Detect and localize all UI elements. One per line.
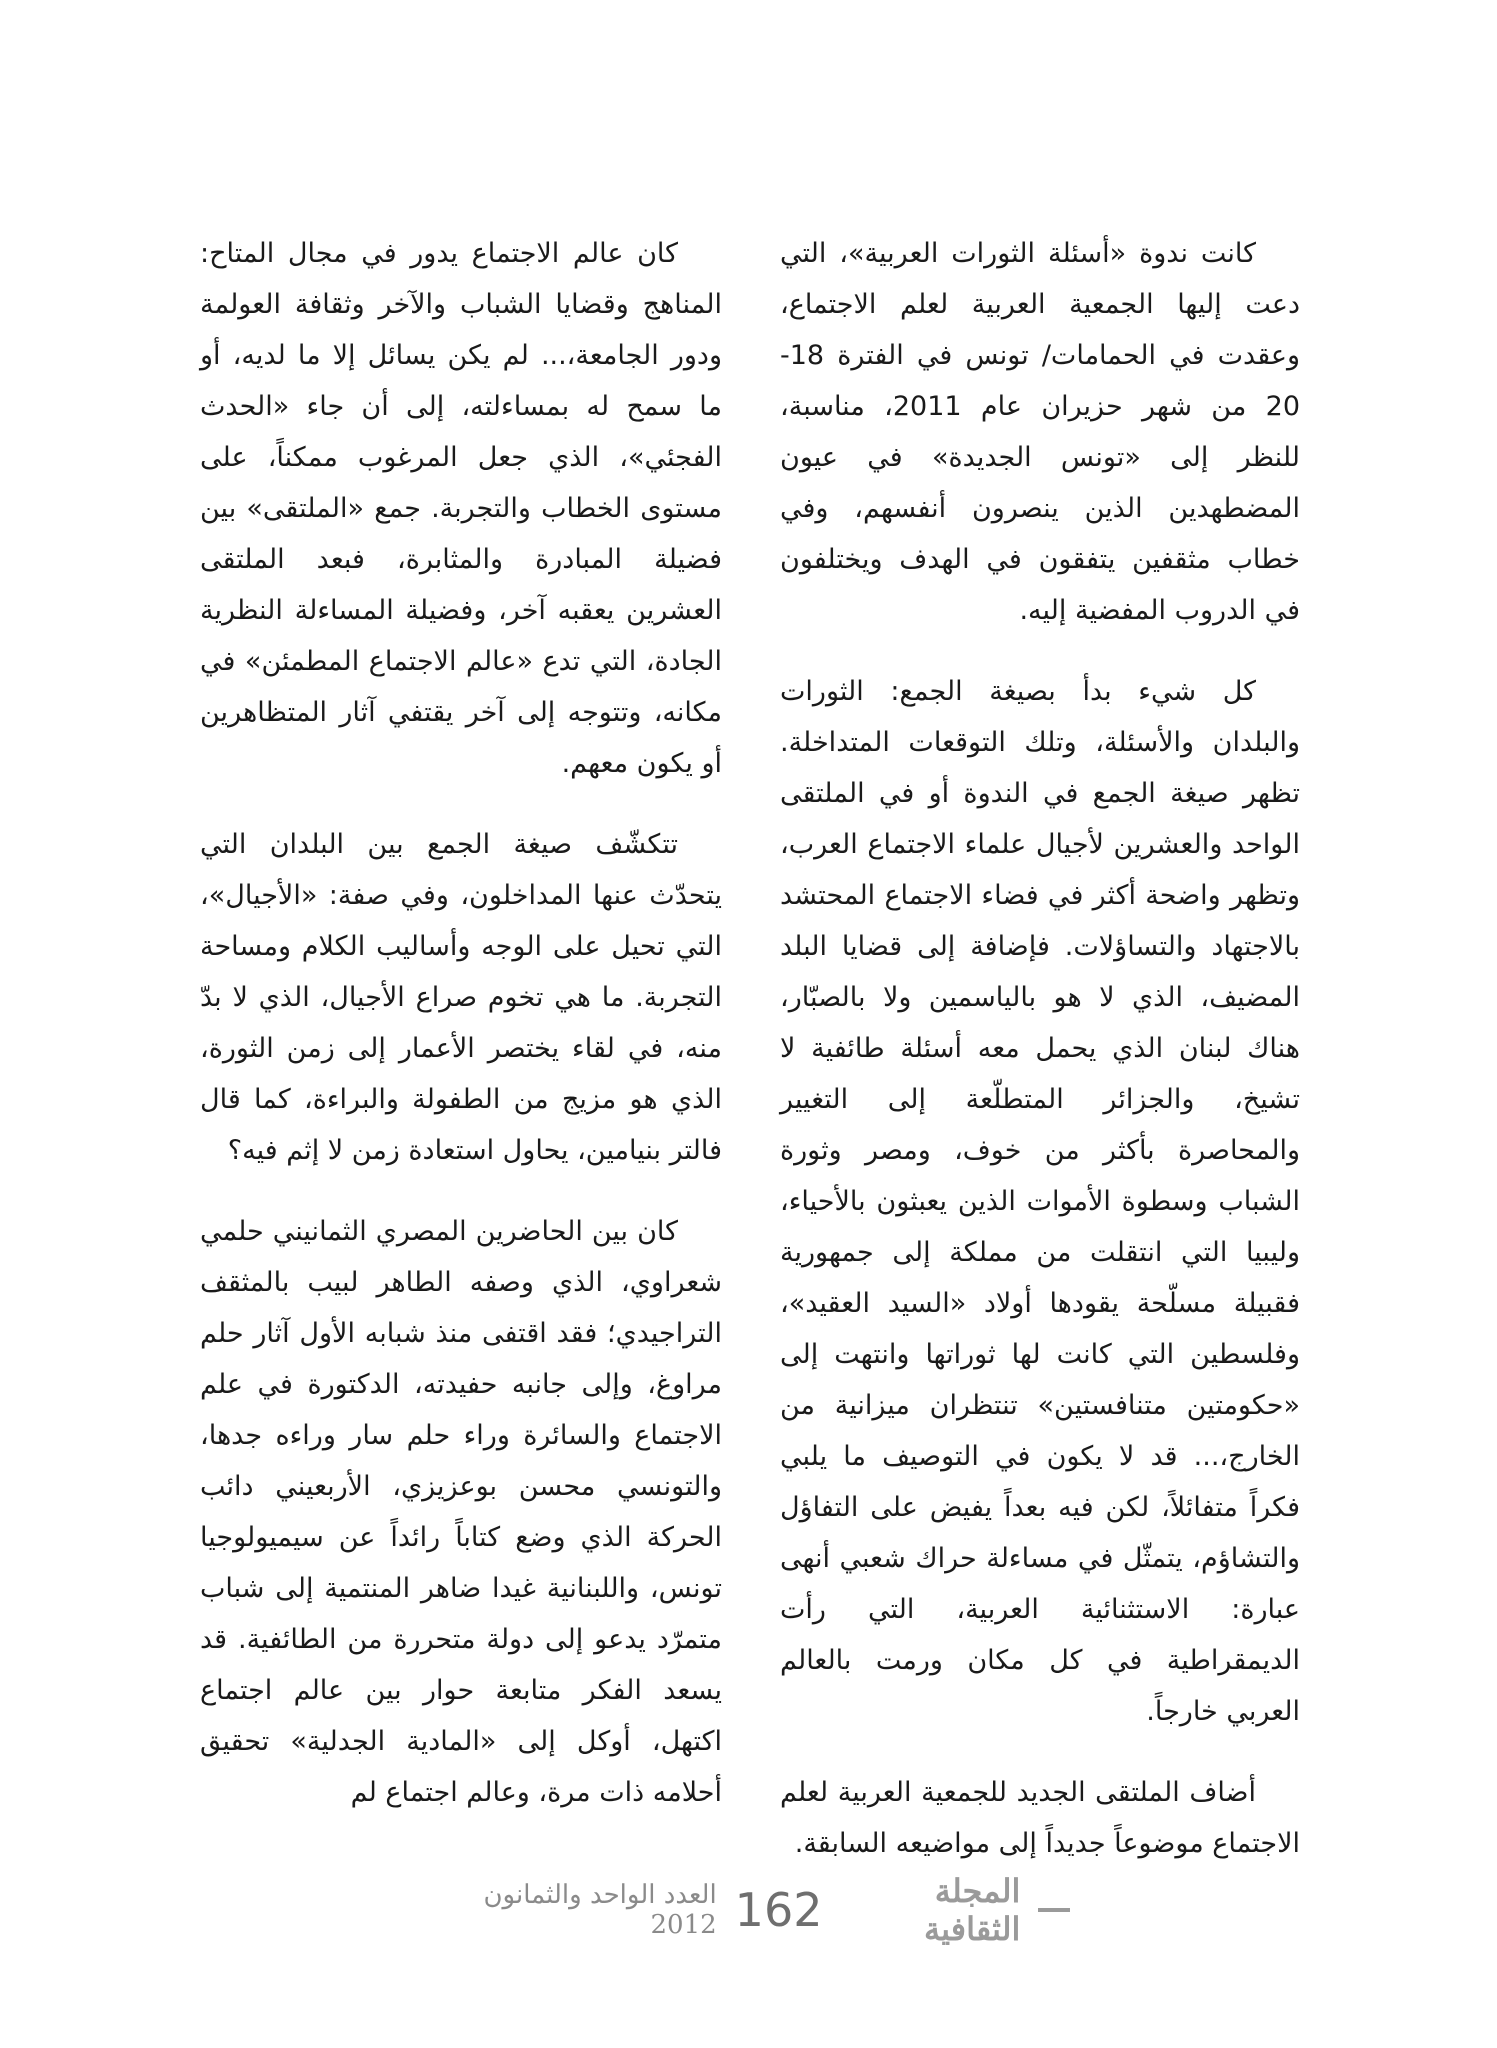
article-column-left [200,228,722,1848]
magazine-name: المجلة الثقافية [923,1872,1021,1948]
paragraph: كل شيء بدأ بصيغة الجمع: الثورات والبلدان والأسئلة، وتلك التوقعات المتداخلة. تظهر صيغة الجمع في الندوة أو في الملتقى الواحد والعشرين لأجيال علماء الاجتماع العرب، وتظهر واضحة أكثر في فضاء الاجتماع المحتشد بالاجتهاد والتساؤلات. فإضافة إلى قضايا البلد المضيف، الذي لا هو بالياسمين ولا بالصبّار، هناك لبنان الذي يحمل معه أسئلة طائفية لا تشيخ، والجزائر المتطلّعة إلى التغيير والمحاصرة بأكثر من خوف، ومصر وثورة الشباب وسطوة الأموات الذين يعبثون بالأحياء، وليبيا التي انتقلت من مملكة إلى جمهورية فقبيلة مسلّحة يقودها أولاد «السيد العقيد»، وفلسطين التي كانت لها ثوراتها وانتهت إلى «حكومتين متنافستين» تنتظران ميزانية من الخارج،... قد لا يكون في التوصيف ما يلبي فكراً متفائلاً، لكن فيه بعداً يفيض على التفاؤل والتشاؤم، يتمثّل في مساءلة حراك شعبي أنهى عبارة: الاستثنائية العربية، التي رأت الديمقراطية في كل مكان ورمت بالعالم العربي خارجاً. [780,676,1300,1727]
page-number: 162 [734,1883,823,1937]
paragraph: أضاف الملتقى الجديد للجمعية العربية لعلم الاجتماع موضوعاً جديداً إلى مواضيعه السابقة. [780,1777,1300,1859]
footer-divider-mark [1038,1908,1070,1912]
paragraph: كان بين الحاضرين المصري الثمانيني حلمي شعراوي، الذي وصفه الطاهر لبيب بالمثقف التراجيدي؛ فقد اقتفى منذ شبابه الأول آثار حلم مراوغ، وإلى جانبه حفيدته، الدكتورة في علم الاجتماع والسائرة وراء حلم سار وراءه جدها، والتونسي محسن بوعزيزي، الأربعيني دائب الحركة الذي وضع كتاباً رائداً عن سيميولوجيا تونس، واللبنانية غيدا ضاهر المنتمية إلى شباب متمرّد يدعو إلى دولة متحررة من الطائفية. قد يسعد الفكر متابعة حوار بين عالم اجتماع اكتهل، أوكل إلى «المادية الجدلية» تحقيق أحلامه ذات مرة، وعالم اجتماع لم [200,1216,722,1808]
paragraph: كانت ندوة «أسئلة الثورات العربية»، التي دعت إليها الجمعية العربية لعلم الاجتماع، وعقدت في الحمامات/ تونس في الفترة 18-20 من شهر حزيران عام 2011، مناسبة، للنظر إلى «تونس الجديدة» في عيون المضطهدين الذين ينصرون أنفسهم، وفي خطاب مثقفين يتفقون في الهدف ويختلفون في الدروب المفضية إليه. [780,238,1301,626]
page-footer [430,1872,1070,1948]
paragraph: كان عالم الاجتماع يدور في مجال المتاح: المناهج وقضايا الشباب والآخر وثقافة العولمة ودور الجامعة،... لم يكن يسائل إلا ما لديه، أو ما سمح له بمساءلته، إلى أن جاء «الحدث الفجئي»، الذي جعل المرغوب ممكناً، على مستوى الخطاب والتجربة. جمع «الملتقى» بين فضيلة المبادرة والمثابرة، فبعد الملتقى العشرين يعقبه آخر، وفضيلة المساءلة النظرية الجادة، التي تدع «عالم الاجتماع المطمئن» في مكانه، وتتوجه إلى آخر يقتفي آثار المتظاهرين أو يكون معهم. [200,238,722,779]
issue-label: العدد الواحد والثمانون 2012 [483,1880,717,1940]
paragraph: تتكشّف صيغة الجمع بين البلدان التي يتحدّث عنها المداخلون، وفي صفة: «الأجيال»، التي تحيل على الوجه وأساليب الكلام ومساحة التجربة. ما هي تخوم صراع الأجيال، الذي لا بدّ منه، في لقاء يختصر الأعمار إلى زمن الثورة، الذي هو مزيج من الطفولة والبراءة، كما قال فالتر بنيامين، يحاول استعادة زمن لا إثم فيه؟ [200,829,722,1166]
article-column-right [780,228,1300,1899]
